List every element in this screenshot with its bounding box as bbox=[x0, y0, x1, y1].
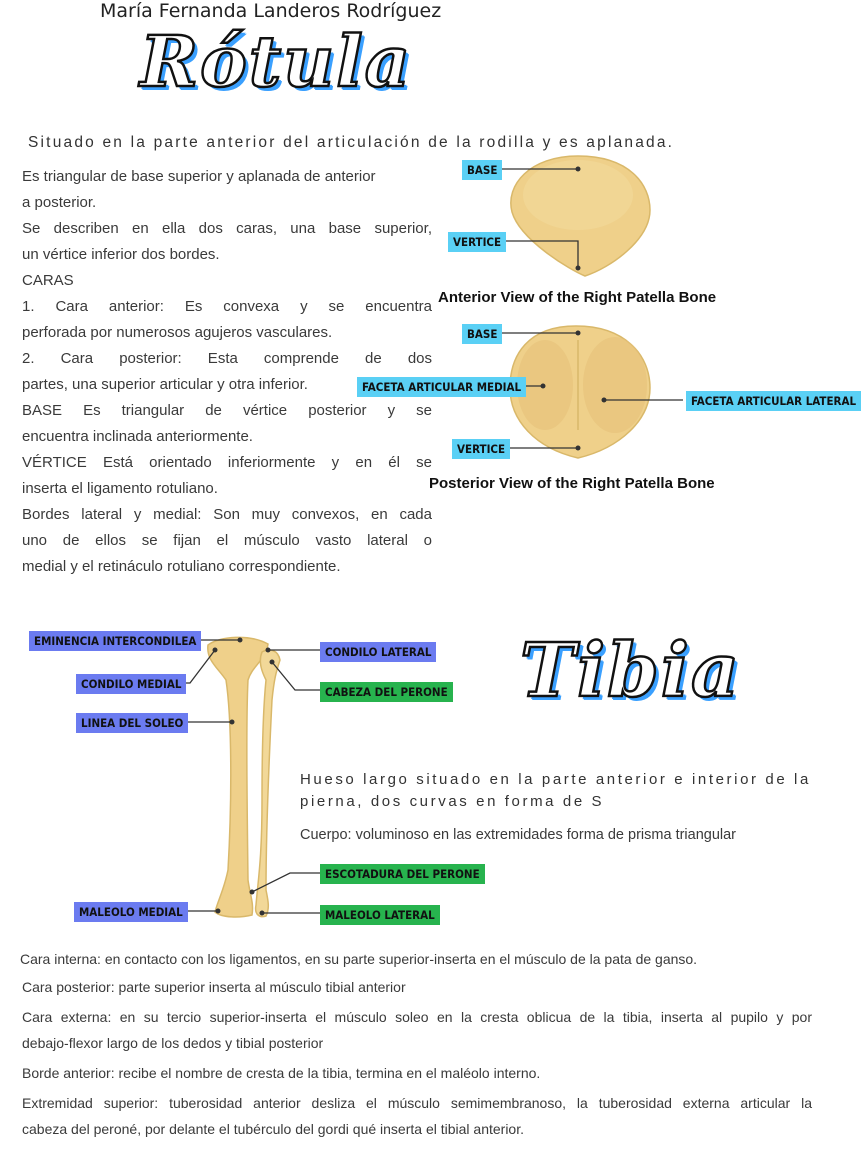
anterior-caption: Anterior View of the Right Patella Bone bbox=[438, 289, 717, 306]
rotula-title: Rótula bbox=[140, 20, 413, 103]
rotula-line: VÉRTICE Está orientado inferiormente y en él se bbox=[22, 454, 432, 471]
rotula-intro: Situado en la parte anterior del articulación de la rodilla y es aplanada. bbox=[28, 134, 675, 151]
rotula-line: inserta el ligamento rotuliano. bbox=[22, 480, 218, 497]
rotula-line: encuentra inclinada anteriormente. bbox=[22, 428, 253, 445]
tibia-line: Borde anterior: recibe el nombre de cresta de la tibia, termina en el maléolo interno. bbox=[22, 1065, 541, 1081]
tibia-cuerpo: Cuerpo: voluminoso en las extremidades forma de prisma triangular bbox=[300, 827, 737, 843]
rotula-line: medial y el retináculo rotuliano correspondiente. bbox=[22, 558, 341, 575]
tibia-line: cabeza del peroné, por delante el tubérculo del gordi qué inserta el tibial anterior. bbox=[22, 1121, 524, 1137]
label-condilo-medial: CONDILO MEDIAL bbox=[76, 674, 186, 694]
label-escotadura: ESCOTADURA DEL PERONE bbox=[320, 864, 485, 884]
tibia-desc-1: Hueso largo situado en la parte anterior e interior de la bbox=[300, 771, 811, 788]
rotula-line: Es triangular de base superior y aplanada de anterior bbox=[22, 168, 376, 185]
tibia-line: Cara externa: en su tercio superior-inserta el músculo soleo en la cresta oblicua de la tibia, inserta al pupilo y por bbox=[22, 1009, 812, 1025]
label-eminencia: EMINENCIA INTERCONDILEA bbox=[29, 631, 201, 651]
rotula-line: BASE Es triangular de vértice posterior y se bbox=[22, 402, 432, 419]
tibia-line: Cara posterior: parte superior inserta al músculo tibial anterior bbox=[22, 979, 406, 995]
label-maleolo-medial: MALEOLO MEDIAL bbox=[74, 902, 188, 922]
tibia-desc-2: pierna, dos curvas en forma de S bbox=[300, 793, 605, 810]
tibia-title: Tibia bbox=[520, 628, 741, 714]
tibia-line: Cara interna: en contacto con los ligamentos, en su parte superior-inserta en el músculo de la pata de ganso. bbox=[20, 951, 698, 967]
label-base-anterior: BASE bbox=[462, 160, 502, 180]
label-cabeza-perone: CABEZA DEL PERONE bbox=[320, 682, 453, 702]
rotula-line: partes, una superior articular y otra inferior. bbox=[22, 376, 308, 393]
label-linea-soleo: LINEA DEL SOLEO bbox=[76, 713, 188, 733]
label-maleolo-lateral: MALEOLO LATERAL bbox=[320, 905, 440, 925]
rotula-line: a posterior. bbox=[22, 194, 97, 211]
tibia-bottom-text bbox=[22, 946, 812, 1142]
posterior-caption: Posterior View of the Right Patella Bone bbox=[429, 475, 715, 492]
author-name: María Fernanda Landeros Rodríguez bbox=[100, 0, 442, 22]
rotula-line: Bordes lateral y medial: Son muy convexos, en cada bbox=[22, 506, 432, 523]
tibia-line: Extremidad superior: tuberosidad anterior desliza el músculo semimembranoso, la tuberosidad externa articular la bbox=[22, 1095, 812, 1111]
label-base-posterior: BASE bbox=[462, 324, 502, 344]
label-vertice-anterior: VERTICE bbox=[448, 232, 506, 252]
label-faceta-lateral: FACETA ARTICULAR LATERAL bbox=[686, 391, 861, 411]
rotula-line: un vértice inferior dos bordes. bbox=[22, 246, 220, 263]
rotula-line: Se describen en ella dos caras, una base superior, bbox=[22, 220, 432, 237]
label-condilo-lateral: CONDILO LATERAL bbox=[320, 642, 436, 662]
rotula-line: 2. Cara posterior: Esta comprende de dos bbox=[22, 350, 432, 367]
label-vertice-posterior: VERTICE bbox=[452, 439, 510, 459]
label-faceta-medial: FACETA ARTICULAR MEDIAL bbox=[357, 377, 526, 397]
rotula-line: uno de ellos se fijan el músculo vasto lateral o bbox=[22, 532, 432, 549]
tibia-line: debajo-flexor largo de los dedos y tibial posterior bbox=[22, 1035, 324, 1051]
fibula-bone bbox=[256, 650, 280, 917]
rotula-line: perforada por numerosos agujeros vasculares. bbox=[22, 324, 333, 341]
rotula-line: CARAS bbox=[22, 272, 74, 289]
rotula-line: 1. Cara anterior: Es convexa y se encuentra bbox=[22, 298, 432, 315]
